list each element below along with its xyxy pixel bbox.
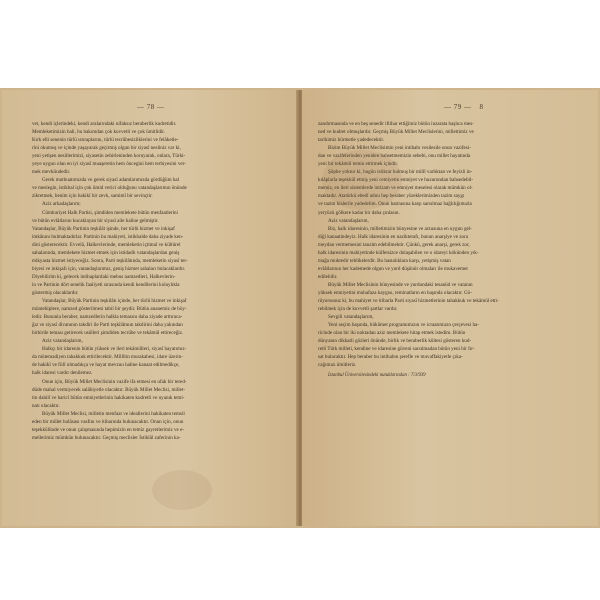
- text-line: sahalarında, memlekete hizmet etmek için istidadlı vatandaşlardan geniş: [32, 249, 180, 256]
- text-line: kılâplarla teşekkül etmiş yeni cemiyetin emniyet ve huzurundan bahsedebil-: [318, 177, 474, 184]
- text-line: rebilmek için de kuvvetli şartlar vardır.: [318, 306, 398, 313]
- text-line: vet, kendi içlerindeki, kendi aralarındaki nifaksız beraberlik kudretidir.: [32, 121, 177, 127]
- text-line: diği kanaatindeyiz. Halk idaresinin en nazikterafı, bunun anarşiye ve zora: [318, 233, 469, 240]
- paper-stain: [152, 470, 212, 510]
- text-line: Şüphe yoktur ki, bugün istikrar bulmuş bir millî varlıktan ve feyizli in-: [328, 169, 473, 176]
- text-line: de hakikî ve fiilî olmadıkça ve hayat mevzuu haline kanaat edilmedikçe,: [32, 362, 180, 369]
- text-line: Vatandaşlar, Büyük Partinin teşkilât işinde, her türlü hizmet ve inkişaf: [32, 225, 175, 232]
- text-line: mağa muktedir tehlikelerdir. Bu hastalıklara karşı, yetişmiş vatan: [318, 257, 451, 264]
- text-line: tin dahilî ve haricî bütün emniyetlerinin hakikaten kudretli ve uyanık temi-: [32, 394, 185, 401]
- text-line: ned ve kudret olmuşlardır. Geçmiş Büyük Millet Meclislerini, millettimiz ve: [318, 129, 474, 136]
- text-line: Kırk elli senenin türlü ıstıraplarını, türlü tecrübesizliklerini ve felâketle-: [32, 137, 179, 144]
- text-line: müntehiplere, namzed gösterilmesi tabiî bir şeydir. Bütün ananemiz de böy-: [32, 306, 187, 313]
- text-line: halk idaresi vardır denilemez.: [32, 370, 93, 377]
- text-line: zikretmek, benim için hakikî bir zevk, samimî bir sevinçtir.: [32, 193, 153, 200]
- text-line: ve meslegin, istikbal için çok ümid verici olduğunu vatandaşlarımın önünde: [32, 185, 187, 192]
- text-line: ricinde olan bir iki noktadan aziz memlekete hitap etmek istedim. Bütün: [318, 330, 466, 337]
- right-page-number-text: — 79 —: [444, 103, 472, 111]
- text-line: edilebilir.: [318, 273, 338, 280]
- text-line: memiz, en ileri sistemlerde intizam ve emniyet meselesi olarak mümkün ol-: [318, 185, 473, 192]
- text-line: ğız ve siyasî divanının takdiri ile Parti teşkilâtının takdirini daha yakından: [32, 322, 183, 329]
- text-line: biyesi ve inkişafı için, vatandaşlarımız, geniş hizmet sahaları bulacaklardır.: [32, 265, 186, 272]
- paper-stain: [322, 150, 402, 210]
- text-line: zandırmasında ve en beş senedir iftihar ettiğimiz bütün inzarata başlıca mes-: [318, 121, 474, 127]
- text-line: Memleketimizin hali, bu bakımdan çok kuvvetli ve çok ümitlidir.: [32, 129, 165, 136]
- text-line: birbirile teması getirecek usûlleri şimdiden tecrübe ve tekâmül ettireceğiz.: [32, 330, 184, 337]
- text-line: Diyebilirim ki, gelecek intihaplardaki mebus namzedleri, Halkevlerin-: [32, 273, 176, 280]
- text-line: Cümhuriyet Halk Partisi, şimdiden memlekete bütün menfaatlerini: [42, 209, 178, 216]
- text-line: cağımızı ümitleriz.: [318, 362, 357, 369]
- text-line: Yeni seçim başında, hükûmet programımızın ve icraatımızın çerçevesi ha-: [328, 322, 479, 329]
- text-line: Onun için, Büyük Millet Meclisinin vazife ifa etmesi en ufak bir tered-: [42, 378, 187, 385]
- text-line: Bizim Büyük Millet Meclisimin yeni intihabı vesilesile onun vazifesi-: [328, 145, 471, 152]
- text-line: dini gösterecektir. Evvelâ, Halkevlerinde, memleketin içtimaî ve kültürel: [32, 241, 181, 248]
- text-line: sat bulacaktır. Hep beraber bu intihabın şerefle ve muvaffakiyetle çıka-: [318, 354, 463, 361]
- text-line: Gerek mutbuatımızda ve gerek siyasî adamlarımızda gördüğüm hal: [42, 177, 180, 184]
- text-line: düde mahal vermiyecek salâhiyetle olacaktır. Büyük Millet Meclisi, millet-: [32, 386, 186, 393]
- text-line: halk idaresinin mahiyetinde külfetsizce dolaşabilen ve o idareyi kökünden yık-: [318, 249, 479, 256]
- text-line: evlâtlarının her kademede olgun ve yurd düşünür olmaları ile mukavemet: [318, 265, 468, 272]
- text-line: imkânını bulmaktadırlar. Partinin bu mahiyeti, istikbalde daha ziyade ken-: [32, 233, 184, 240]
- text-line: eden bir millet hulâsası vasfını ve itibarında bulunacaktır. Onun için, onun: [32, 418, 184, 425]
- text-line: Sevgili vatandaşlarım,: [328, 314, 374, 321]
- text-line: da mütemadiyen tahakkuk ettirilecektir. Millîtin murakabesi, idare üzerin-: [32, 354, 183, 361]
- text-line: Büyük Millet Meclisinin bünyesinde ve yurdundaki tesanüd ve vatanın: [328, 281, 473, 288]
- text-line: Biz, halk idaresinin, milletimizin bünyesine ve arzusuna en uygun gel-: [328, 225, 472, 232]
- text-line: meydan vermemesini tanzim edebilmektir. Çünkü, gerek anarşi, gerek zor,: [318, 241, 470, 248]
- text-line: göstermiş olacaklardır.: [32, 289, 79, 296]
- text-line: yeryüzü gölkere kadar bir daha çınlasın.: [318, 209, 400, 216]
- left-page-number: — 78 —: [137, 103, 165, 111]
- text-line: rini okumuş ve içinde yaşayarak geçirmiş olgun bir siyasî nesliniz var ki,: [32, 145, 181, 152]
- text-line: in ve Partinin dört senelik faaliyeti sırasında kendi kendilerini kolaylıkla: [32, 281, 180, 288]
- text-line: ve tazim hislerile yadedelim. Onun hatırasına karşı sarsılmaz bağlılığımızla: [318, 201, 472, 208]
- text-line: retli Türk milleti, kendine ve idaresine güveni sarsılmadan bütün yeni bir fır-: [318, 346, 475, 353]
- text-line: mikyasta hizmet istiyeceğiz. Sonra, Parti teşkilâtında, memleketin siyasî ter-: [32, 257, 188, 264]
- left-page: [2, 90, 298, 526]
- text-line: natı olacaktır.: [32, 402, 60, 409]
- text-line: Aziz vatandaşlarım,: [42, 338, 83, 345]
- right-page-number: [444, 103, 484, 111]
- text-line: dünyanın dikkatli gözleri önünde, birlik ve beraberlik kültesi gösteren kud-: [318, 338, 472, 345]
- left-page-body: [32, 120, 286, 442]
- text-line: teşekkülünde ve onun çalışmasında hepimizin en temiz gayretlerimiz ve e-: [32, 426, 185, 433]
- text-line: rüyorsunuz ki, bu mahiyet ve itibarla Parti siyasî hizmetlerinin tahakkuk ve tekâmül etti-: [318, 298, 499, 305]
- text-line: Halkçı bir idarenin bütün yüksek ve ileri tekâmülleri, siyasî hayatımız-: [42, 346, 187, 353]
- right-page: [302, 90, 598, 526]
- text-line: ve bütün evlâtlarını kucaklayan bir siyasî aile haline gelmiştir.: [32, 217, 159, 224]
- text-line: yeni bir tekâmül temin ettirmek içindir.: [318, 161, 399, 168]
- text-line: Vatandaşlar, Büyük Partinin teşkilâtı içinde, her türlü hizmet ve inkişaf: [42, 298, 187, 305]
- text-line: Aziz vatandaşlarım,: [328, 217, 369, 224]
- right-page-signature-mark: 8: [479, 103, 484, 111]
- text-line: ledir. Bununla beraber, namzedlerin halkla temasını daha ziyade arttıraca-: [32, 314, 183, 321]
- right-page-footnote: İstanbul Üniversitesindeki nutuklarından : 7/3/939: [328, 373, 426, 379]
- text-line: yüksek emniyetini muhafaza kaygısı, teminatların en başında olacaktır. Gö-: [318, 289, 472, 296]
- text-line: Büyük Millet Meclisi, milletin menfaat ve ideallerini hakikaten temsil: [42, 410, 185, 417]
- text-line: Aziz arkadaşlarım;: [42, 201, 81, 208]
- text-line: mellerimiz mümkün bulunacaktır. Geçmiş meclisler İstiklâl zaferinin ka-: [32, 434, 181, 441]
- text-line: yeye uygun olan en iyi siyasî muaşeretin hem öncegini hem terbiyesini ver-: [32, 161, 186, 168]
- text-line: mek mevkiindedir.: [32, 169, 71, 176]
- text-line: yeni yetişen nesillerimizi, siyasetin zehirleninden koruyarak, onlara, Türki-: [32, 153, 186, 160]
- text-line: dan ve vazifelerinden yeniden bahsetmemizin sebebi, onu millet hayatında: [318, 153, 471, 160]
- text-line: tarihimiz hürmetle yadedecektir.: [318, 137, 385, 144]
- text-line: maktadır. Atatürkü ebedî adını hep beraber yüreklerimizden tazim saygı: [318, 193, 465, 200]
